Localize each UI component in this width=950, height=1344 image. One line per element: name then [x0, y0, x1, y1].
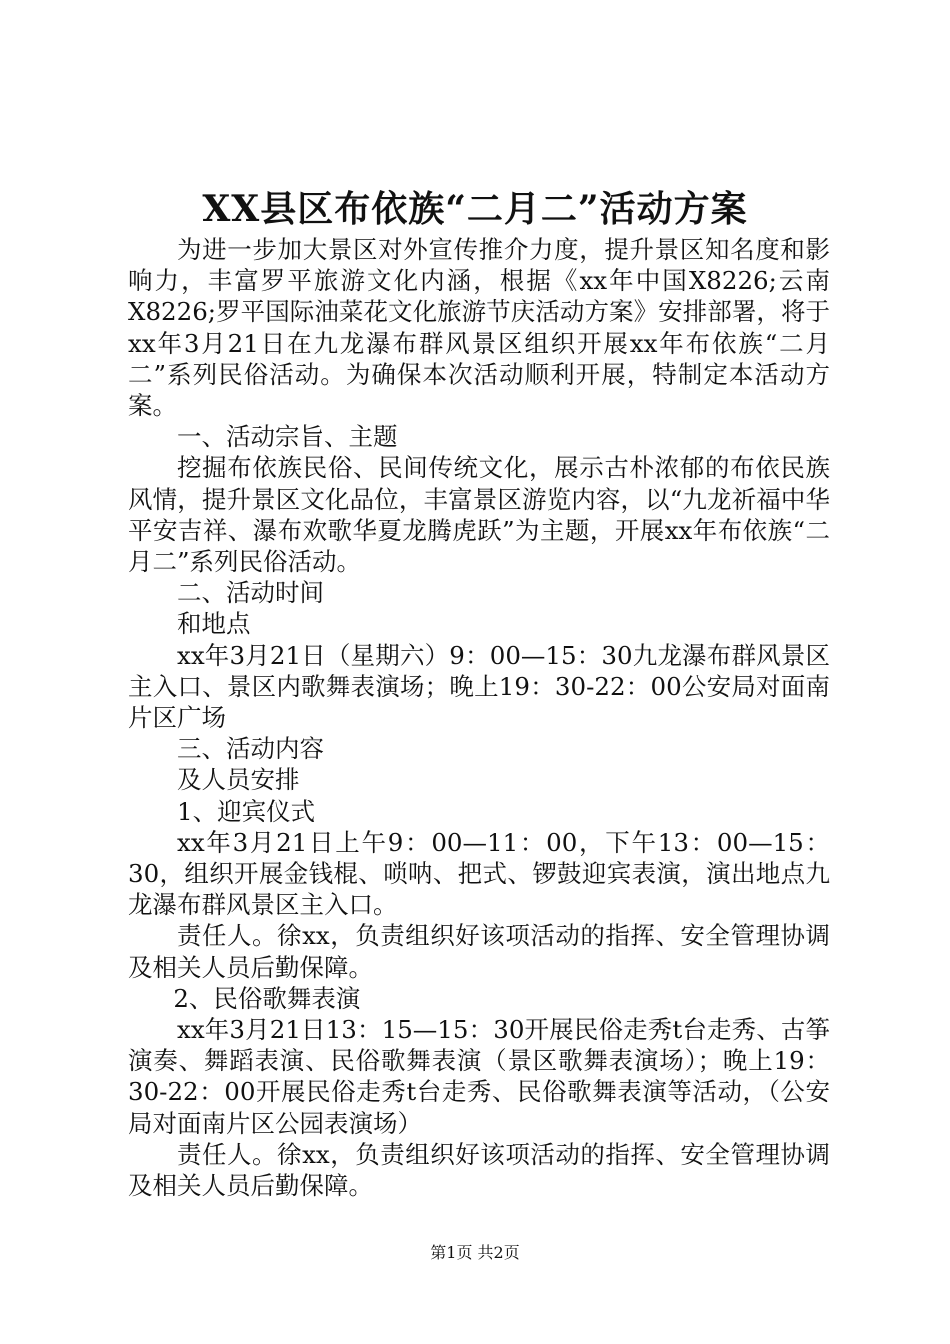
section-heading-time: 二、活动时间 — [177, 578, 324, 608]
intro-paragraph: 为进一步加大景区对外宣传推介力度，提升景区知名度和影响力，丰富罗平旅游文化内涵，根据《xx年中国X8226;云南X8226;罗平国际油菜花文化旅游节庆活动方案》安排部署，将于xx年3月21日在九龙瀑布群风景区组织开展xx年布依族“二月二”系列民俗活动。为确保本次活动顺利开展，特制定本活动方案。 — [128, 235, 830, 421]
welcome-ceremony-paragraph: xx年3月21日上午9：00—11：00，下午13：00—15：30，组织开展金钱棍、唢呐、把式、锣鼓迎宾表演，演出地点九龙瀑布群风景区主入口。 — [128, 827, 830, 920]
purpose-paragraph: 挖掘布依族民俗、民间传统文化，展示古朴浓郁的布依民族风情，提升景区文化品位，丰富景区游览内容，以“九龙祈福中华平安吉祥、瀑布欢歌华夏龙腾虎跃”为主题，开展xx年布依族“二月二”系列民俗活动。 — [128, 453, 830, 577]
time-place-paragraph: xx年3月21日（星期六）9：00—15：30九龙瀑布群风景区主入口、景区内歌舞表演场；晚上19：30-22：00公安局对面南片区广场 — [128, 640, 830, 733]
responsible-person-paragraph: 责任人。徐xx，负责组织好该项活动的指挥、安全管理协调及相关人员后勤保障。 — [128, 921, 830, 982]
responsible-person-paragraph: 责任人。徐xx，负责组织好该项活动的指挥、安全管理协调及相关人员后勤保障。 — [128, 1139, 830, 1201]
folk-performance-paragraph: xx年3月21日13：15—15：30开展民俗走秀t台走秀、古筝演奏、舞蹈表演、民俗歌舞表演（景区歌舞表演场）；晚上19：30-22：00开展民俗走秀t台走秀、民俗歌舞表演等活动，（公安局对面南片区公园表演场） — [128, 1015, 830, 1138]
section-heading-place: 和地点 — [177, 609, 251, 639]
page-footer: 第1页 共2页 — [430, 1243, 520, 1262]
section-heading-purpose: 一、活动宗旨、主题 — [177, 422, 398, 452]
section-heading-content: 三、活动内容 — [177, 734, 324, 764]
subheading-folk-performance: 2、民俗歌舞表演 — [173, 983, 361, 1013]
document-title: XX县区布依族“二月二”活动方案 — [202, 188, 748, 230]
subheading-welcome-ceremony: 1、迎宾仪式 — [177, 796, 316, 826]
document-body — [128, 234, 830, 1201]
section-heading-staffing: 及人员安排 — [177, 765, 300, 795]
